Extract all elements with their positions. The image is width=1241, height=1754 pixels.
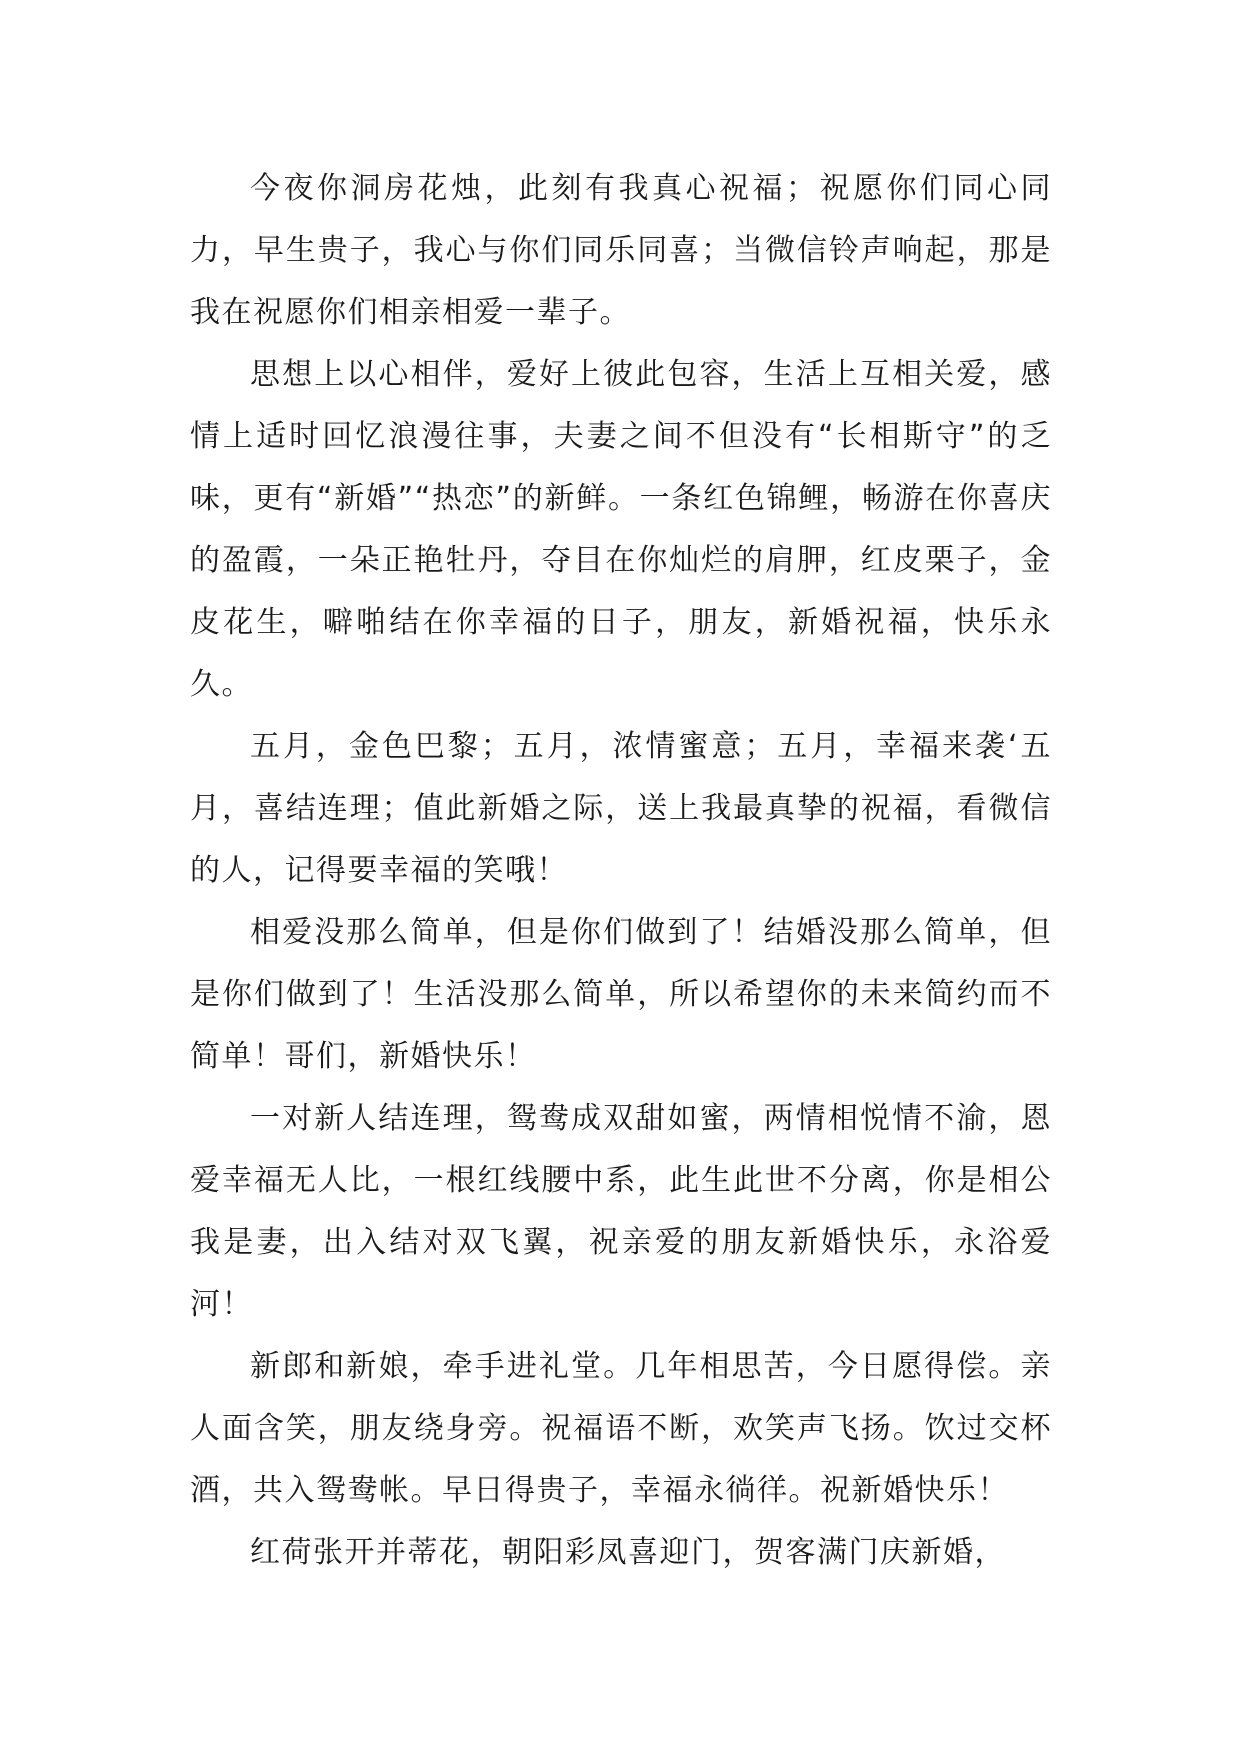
paragraph-5: 一对新人结连理，鸳鸯成双甜如蜜，两情相悦情不渝，恩爱幸福无人比，一根红线腰中系，此生此世不分离，你是相公我是妻，出入结对双飞翼，祝亲爱的朋友新婚快乐，永浴爱河！ (190, 1101, 1052, 1322)
paragraph-1: 今夜你洞房花烛，此刻有我真心祝福；祝愿你们同心同力，早生贵子，我心与你们同乐同喜；当微信铃声响起，那是我在祝愿你们相亲相爱一辈子。 (190, 171, 1052, 330)
paragraph-7: 红荷张开并蒂花，朝阳彩凤喜迎门，贺客满门庆新婚， (250, 1535, 1006, 1570)
paragraph-3: 五月，金色巴黎；五月，浓情蜜意；五月，幸福来袭‘五月，喜结连理；值此新婚之际，送上我最真挚的祝福，看微信的人，记得要幸福的笑哦！ (190, 729, 1052, 888)
paragraph-2: 思想上以心相伴，爱好上彼此包容，生活上互相关爱，感情上适时回忆浪漫往事，夫妻之间不但没有“长相斯守”的乏味，更有“新婚”“热恋”的新鲜。一条红色锦鲤，畅游在你喜庆的盈霞，一朵正艳牡丹，夺目在你灿烂的肩胛，红皮栗子，金皮花生，噼啪结在你幸福的日子，朋友，新婚祝福，快乐永久。 (190, 357, 1052, 702)
paragraph-4: 相爱没那么简单，但是你们做到了！结婚没那么简单，但是你们做到了！生活没那么简单，所以希望你的未来简约而不简单！哥们，新婚快乐！ (190, 915, 1052, 1074)
paragraph-6: 新郎和新娘，牵手进礼堂。几年相思苦，今日愿得偿。亲人面含笑，朋友绕身旁。祝福语不断，欢笑声飞扬。饮过交杯酒，共入鸳鸯帐。早日得贵子，幸福永徜徉。祝新婚快乐！ (190, 1349, 1052, 1508)
document-body (190, 158, 1052, 1584)
